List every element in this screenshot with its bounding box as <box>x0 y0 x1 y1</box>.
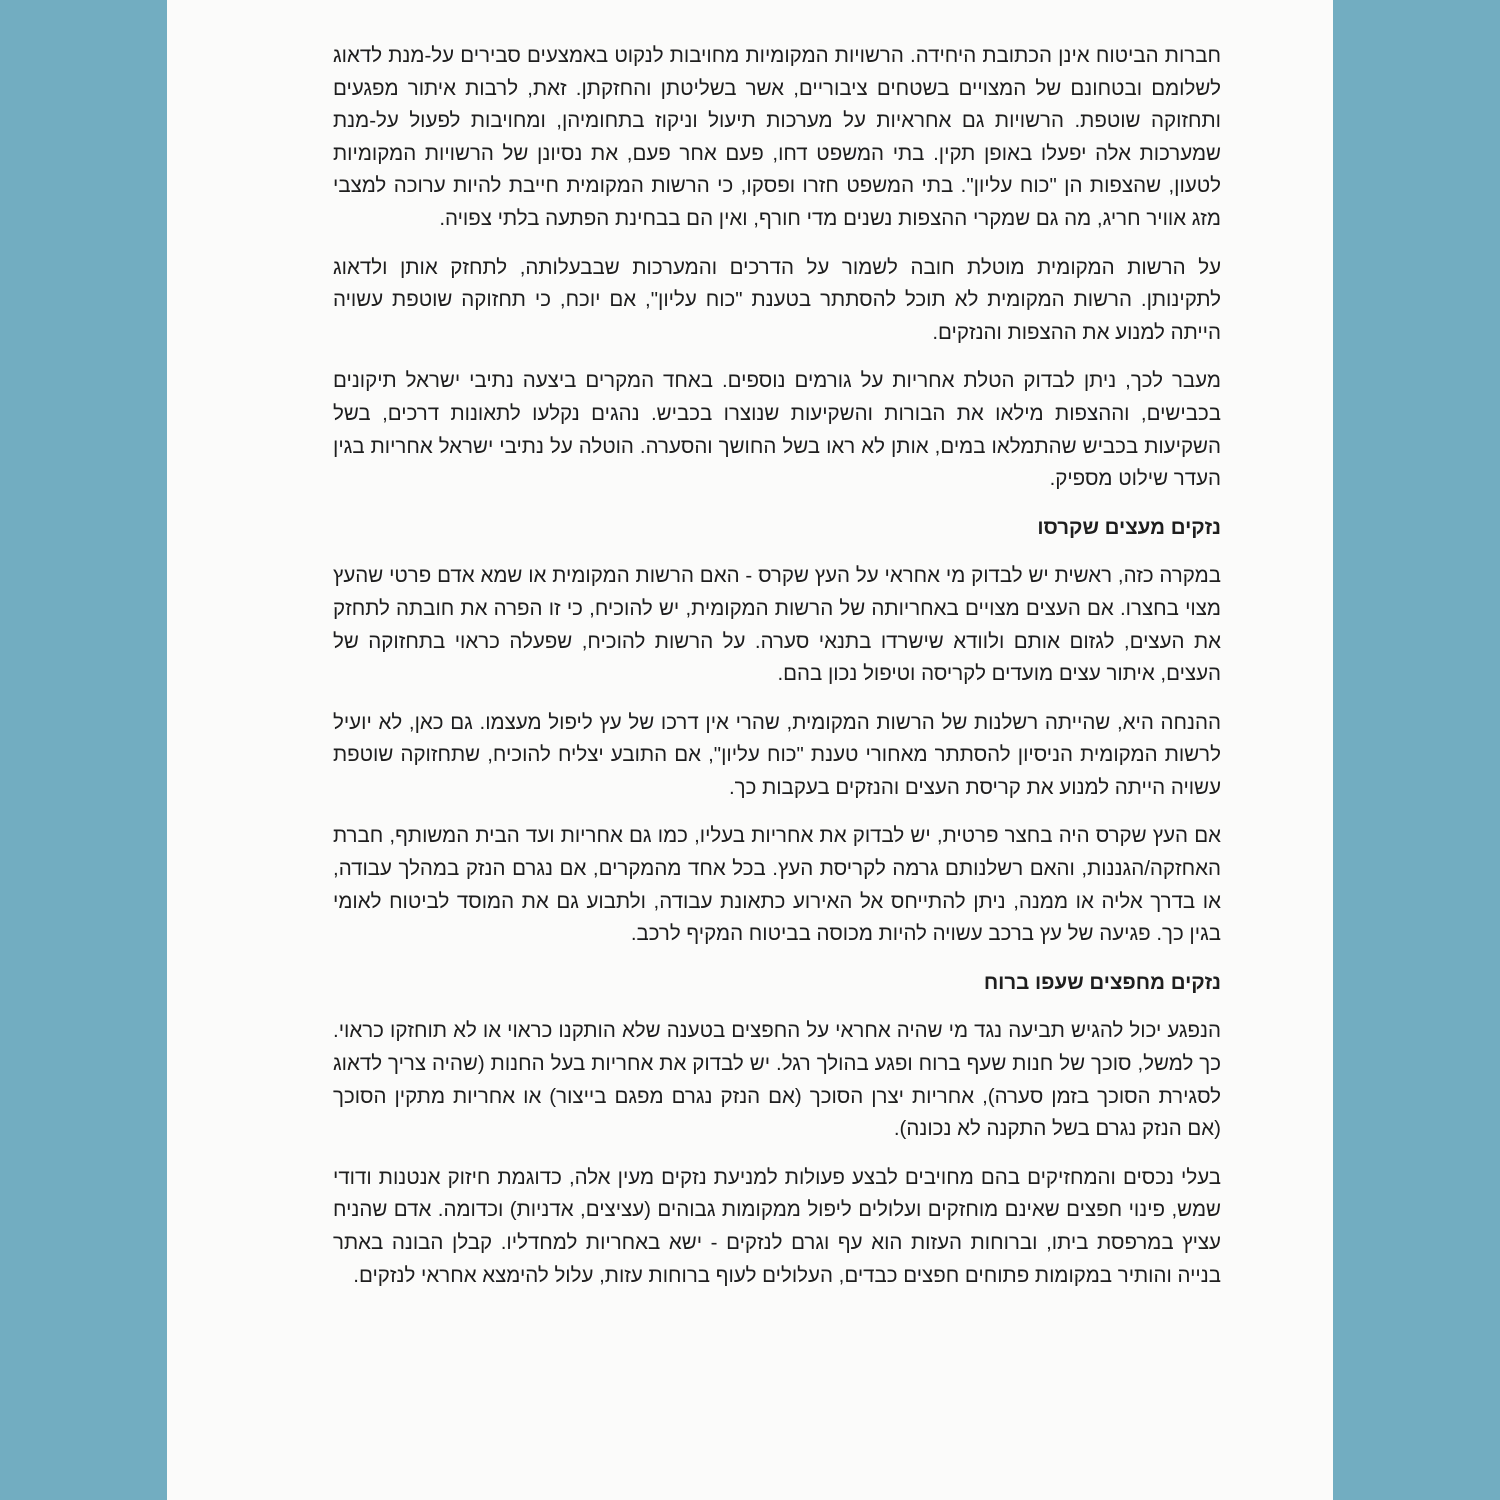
paragraph-negligence-assumption: ההנחה היא, שהייתה רשלנות של הרשות המקומית, שהרי אין דרכו של עץ ליפול מעצמו. גם כאן, לא יועיל לרשות המקומית הניסיון להסתתר מאחורי טענת "כוח עליון", אם התובע יצליח להוכיח, שתחזוקה שוטפת עשויה הייתה למנוע את קריסת העצים והנזקים בעקבות כך. <box>333 710 1221 799</box>
document-page <box>167 0 1333 1500</box>
heading-fallen-trees: נזקים מעצים שקרסו <box>1037 515 1221 539</box>
paragraph-local-authorities: חברות הביטוח אינן הכתובת היחידה. הרשויות המקומיות מחויבות לנקוט באמצעים סבירים על-מנת לדאוג לשלומם ובטחונם של המצויים בשטחים ציבוריים, אשר בשליטתן והחזקתן. זאת, לרבות איתור מפגעים ותחזוקה שוטפת. הרשויות גם אחראיות על מערכות תיעול וניקוז בתחומיהן, ומחויבות לפעול על-מנת שמערכות אלה יפעלו באופן תקין. בתי המשפט דחו, פעם אחר פעם, את נסיונן של הרשויות המקומיות לטעון, שהצפות הן "כוח עליון". בתי המשפט חזרו ופסקו, כי הרשות המקומית חייבת להיות ערוכה למצבי מזג אוויר חריג, מה גם שמקרי ההצפות נשנים מדי חורף, ואין הם בבחינת הפתעה בלתי צפויה. <box>333 44 1221 230</box>
paragraph-tree-responsibility: במקרה כזה, ראשית יש לבדוק מי אחראי על העץ שקרס - האם הרשות המקומית או שמא אדם פרטי שהעץ מצוי בחצרו. אם העצים מצויים באחריותה של הרשות המקומית, יש להוכיח, כי זו הפרה את חובתה לתחזק את העצים, לגזום אותם ולוודא שישרדו בתנאי סערה. על הרשות להוכיח, שפעלה כראוי בתחזוקה של העצים, איתור עצים מועדים לקריסה וטיפול נכון בהם. <box>333 564 1221 686</box>
heading-wind-blown-objects: נזקים מחפצים שעפו ברוח <box>983 970 1221 994</box>
paragraph-claim-against-owner: הנפגע יכול להגיש תביעה נגד מי שהיה אחראי על החפצים בטענה שלא הותקנו כראוי או לא תוחזקו כראוי. כך למשל, סוכך של חנות שעף ברוח ופגע בהולך רגל. יש לבדוק את אחריות בעל החנות (שהיה צריך לדאוג לסגירת הסוכך בזמן סערה), אחריות יצרן הסוכך (אם הנזק נגרם מפגם בייצור) או אחריות מתקין הסוכך (אם הנזק נגרם בשל התקנה לא נכונה). <box>333 1019 1221 1141</box>
paragraph-private-yard: אם העץ שקרס היה בחצר פרטית, יש לבדוק את אחריות בעליו, כמו גם אחריות ועד הבית המשותף, חברת האחזקה/הגננות, והאם רשלנותם גרמה לקריסת העץ. בכל אחד מהמקרים, אם נגרם הנזק במהלך עבודה, או בדרך אליה או ממנה, ניתן להתייחס אל האירוע כתאונת עבודה, ולתבוע גם את המוסד לביטוח לאומי בגין כך. פגיעה של עץ ברכב עשויה להיות מכוסה בביטוח המקיף לרכב. <box>333 824 1221 946</box>
document-body <box>333 40 1221 1308</box>
paragraph-additional-parties: מעבר לכך, ניתן לבדוק הטלת אחריות על גורמים נוספים. באחד המקרים ביצעה נתיבי ישראל תיקונים בכבישים, וההצפות מילאו את הבורות והשקיעות שנוצרו בכביש. נהגים נקלעו לתאונות דרכים, בשל השקיעות בכביש שהתמלאו במים, אותן לא ראו בשל החושך והסערה. הוטלה על נתיבי ישראל אחריות בגין העדר שילוט מספיק. <box>333 369 1221 491</box>
paragraph-property-owners-duty: בעלי נכסים והמחזיקים בהם מחויבים לבצע פעולות למניעת נזקים מעין אלה, כדוגמת חיזוק אנטנות ודודי שמש, פינוי חפצים שאינם מוחזקים ועלולים ליפול ממקומות גבוהים (עציצים, אדניות) וכדומה. אדם שהניח עציץ במרפסת ביתו, וברוחות העזות הוא עף וגרם לנזקים - ישא באחריות למחדליו. קבלן הבונה באתר בנייה והותיר במקומות פתוחים חפצים כבדים, העלולים לעוף ברוחות עזות, עלול להימצא אחראי לנזקים. <box>333 1165 1221 1287</box>
paragraph-road-maintenance: על הרשות המקומית מוטלת חובה לשמור על הדרכים והמערכות שבבעלותה, לתחזק אותן ולדאוג לתקינותן. הרשות המקומית לא תוכל להסתתר בטענת "כוח עליון", אם יוכח, כי תחזוקה שוטפת עשויה הייתה למנוע את ההצפות והנזקים. <box>333 255 1221 344</box>
